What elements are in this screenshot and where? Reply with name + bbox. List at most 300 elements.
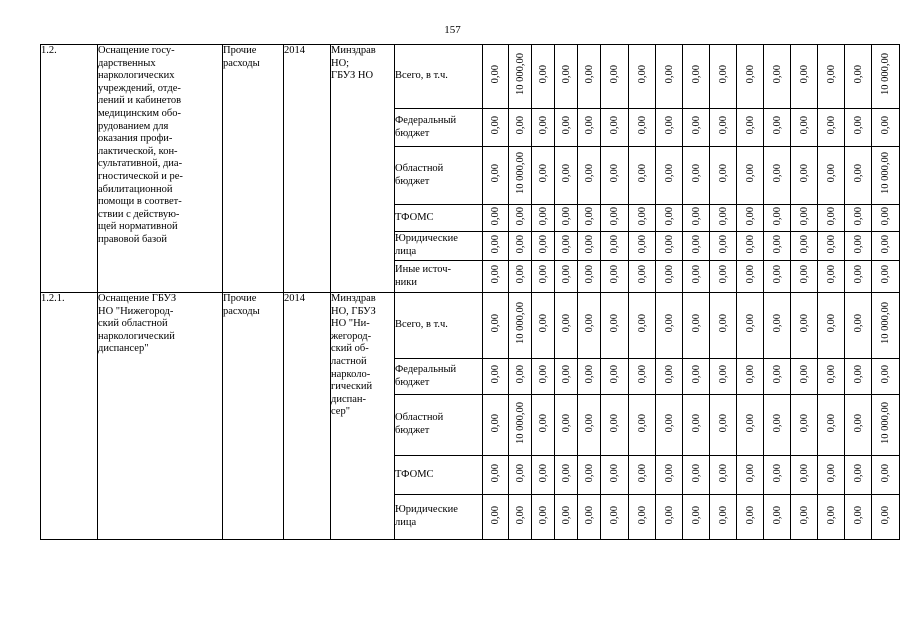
amount-cell — [683, 45, 710, 109]
amount-value: 0,00 — [880, 234, 891, 253]
amount-value: 0,00 — [798, 413, 810, 432]
amount-value: 0,00 — [852, 314, 864, 333]
amount-cell — [764, 45, 791, 109]
amount-cell — [764, 495, 791, 540]
amount-value: 0,00 — [560, 505, 572, 524]
amount-cell — [872, 232, 900, 261]
amount-value: 0,00 — [744, 365, 756, 384]
amount-value: 0,00 — [490, 314, 501, 333]
amount-value: 0,00 — [825, 365, 837, 384]
item-year: 2014 — [284, 293, 331, 540]
amount-value: 0,00 — [744, 505, 756, 524]
amount-cell — [845, 261, 872, 293]
amount-cell — [629, 293, 656, 359]
amount-value: 10 000,00 — [880, 302, 891, 345]
amount-cell — [578, 395, 601, 456]
amount-value: 0,00 — [663, 65, 675, 84]
amount-cell — [509, 45, 532, 109]
amount-cell — [532, 147, 555, 205]
amount-value: 0,00 — [490, 265, 501, 284]
amount-cell — [818, 359, 845, 395]
item-year: 2014 — [284, 45, 331, 293]
amount-cell — [509, 205, 532, 232]
amount-cell — [532, 109, 555, 147]
amount-cell — [578, 359, 601, 395]
amount-cell — [483, 232, 509, 261]
amount-cell — [710, 395, 737, 456]
amount-cell — [629, 232, 656, 261]
amount-value: 0,00 — [537, 65, 549, 84]
amount-cell — [509, 293, 532, 359]
amount-cell — [818, 45, 845, 109]
amount-cell — [532, 205, 555, 232]
amount-value: 0,00 — [609, 65, 620, 84]
amount-cell — [737, 232, 764, 261]
amount-cell — [710, 205, 737, 232]
amount-value: 0,00 — [583, 234, 595, 253]
amount-value: 0,00 — [490, 234, 501, 253]
amount-value: 0,00 — [663, 265, 675, 284]
amount-cell — [656, 232, 683, 261]
amount-value: 0,00 — [880, 505, 891, 524]
amount-cell — [872, 456, 900, 495]
amount-value: 0,00 — [663, 116, 675, 135]
expense-type: Прочие расходы — [223, 293, 284, 540]
amount-value: 0,00 — [490, 365, 501, 384]
amount-cell — [601, 205, 629, 232]
amount-value: 0,00 — [636, 164, 648, 183]
amount-cell — [578, 495, 601, 540]
amount-value: 0,00 — [825, 206, 837, 225]
amount-value: 0,00 — [514, 365, 526, 384]
amount-value: 0,00 — [560, 206, 572, 225]
amount-value: 0,00 — [609, 413, 620, 432]
amount-cell — [872, 395, 900, 456]
amount-value: 0,00 — [690, 234, 702, 253]
amount-value: 0,00 — [663, 206, 675, 225]
amount-cell — [532, 395, 555, 456]
amount-value: 0,00 — [744, 463, 756, 482]
amount-value: 0,00 — [798, 505, 810, 524]
amount-cell — [710, 232, 737, 261]
funding-source: Всего, в т.ч. — [395, 45, 483, 109]
amount-cell — [737, 293, 764, 359]
amount-cell — [509, 147, 532, 205]
item-executor: Минздрав НО, ГБУЗ НО "Ни- жегород- ский об- ластной нарколо- гический диспан- сер" — [331, 293, 395, 540]
amount-cell — [845, 45, 872, 109]
amount-cell — [509, 232, 532, 261]
amount-cell — [737, 205, 764, 232]
amount-cell — [764, 456, 791, 495]
amount-cell — [601, 45, 629, 109]
amount-value: 0,00 — [583, 505, 595, 524]
amount-cell — [764, 109, 791, 147]
amount-value: 0,00 — [537, 164, 549, 183]
amount-cell — [845, 395, 872, 456]
amount-value: 0,00 — [636, 206, 648, 225]
amount-value: 0,00 — [690, 206, 702, 225]
amount-cell — [872, 205, 900, 232]
amount-cell — [656, 45, 683, 109]
amount-value: 0,00 — [537, 206, 549, 225]
amount-value: 0,00 — [514, 505, 526, 524]
amount-value: 0,00 — [852, 413, 864, 432]
amount-cell — [601, 109, 629, 147]
amount-value: 0,00 — [798, 463, 810, 482]
amount-cell — [555, 205, 578, 232]
funding-source: Юридические лица — [395, 495, 483, 540]
amount-value: 0,00 — [690, 505, 702, 524]
amount-value: 0,00 — [537, 234, 549, 253]
amount-cell — [483, 359, 509, 395]
item-name: Оснащение ГБУЗ НО "Нижегород- ский областной наркологический диспансер" — [98, 293, 223, 540]
amount-value: 0,00 — [609, 505, 620, 524]
amount-value: 10 000,00 — [514, 401, 526, 444]
amount-cell — [601, 395, 629, 456]
amount-value: 0,00 — [744, 265, 756, 284]
amount-value: 0,00 — [663, 463, 675, 482]
amount-cell — [791, 45, 818, 109]
item-executor: Минздрав НО; ГБУЗ НО — [331, 45, 395, 293]
amount-cell — [509, 359, 532, 395]
amount-cell — [845, 205, 872, 232]
amount-value: 0,00 — [583, 365, 595, 384]
amount-value: 0,00 — [636, 234, 648, 253]
amount-cell — [683, 109, 710, 147]
amount-value: 0,00 — [744, 65, 756, 84]
amount-value: 0,00 — [771, 206, 783, 225]
amount-value: 0,00 — [771, 413, 783, 432]
amount-value: 0,00 — [771, 65, 783, 84]
amount-cell — [629, 395, 656, 456]
amount-value: 0,00 — [636, 505, 648, 524]
amount-cell — [710, 495, 737, 540]
amount-cell — [555, 495, 578, 540]
amount-cell — [509, 456, 532, 495]
amount-value: 0,00 — [609, 206, 620, 225]
amount-cell — [629, 147, 656, 205]
budget-table — [40, 44, 900, 540]
amount-value: 0,00 — [771, 116, 783, 135]
amount-cell — [764, 359, 791, 395]
amount-cell — [483, 147, 509, 205]
amount-cell — [656, 359, 683, 395]
amount-value: 0,00 — [717, 116, 729, 135]
amount-value: 0,00 — [825, 314, 837, 333]
amount-value: 0,00 — [690, 314, 702, 333]
amount-cell — [791, 205, 818, 232]
amount-cell — [791, 261, 818, 293]
amount-cell — [555, 359, 578, 395]
amount-cell — [532, 261, 555, 293]
funding-source: Областной бюджет — [395, 395, 483, 456]
amount-cell — [710, 359, 737, 395]
amount-value: 0,00 — [583, 164, 595, 183]
amount-cell — [845, 359, 872, 395]
amount-value: 0,00 — [880, 365, 891, 384]
amount-cell — [845, 109, 872, 147]
amount-cell — [872, 495, 900, 540]
amount-cell — [737, 147, 764, 205]
amount-cell — [578, 261, 601, 293]
amount-cell — [764, 395, 791, 456]
amount-cell — [656, 261, 683, 293]
funding-source: Иные источ- ники — [395, 261, 483, 293]
amount-value: 0,00 — [514, 265, 526, 284]
amount-value: 0,00 — [560, 164, 572, 183]
amount-value: 0,00 — [852, 65, 864, 84]
amount-value: 0,00 — [798, 265, 810, 284]
amount-cell — [791, 359, 818, 395]
amount-value: 0,00 — [798, 365, 810, 384]
amount-value: 0,00 — [744, 164, 756, 183]
amount-cell — [656, 205, 683, 232]
amount-cell — [578, 45, 601, 109]
amount-value: 0,00 — [717, 463, 729, 482]
amount-value: 0,00 — [771, 365, 783, 384]
amount-value: 0,00 — [690, 164, 702, 183]
amount-value: 0,00 — [537, 505, 549, 524]
amount-cell — [601, 232, 629, 261]
funding-source: Областной бюджет — [395, 147, 483, 205]
amount-cell — [845, 232, 872, 261]
amount-cell — [683, 293, 710, 359]
amount-value: 0,00 — [609, 116, 620, 135]
amount-value: 0,00 — [690, 463, 702, 482]
amount-cell — [683, 359, 710, 395]
amount-cell — [483, 456, 509, 495]
amount-value: 10 000,00 — [514, 152, 526, 195]
amount-cell — [872, 359, 900, 395]
amount-cell — [578, 147, 601, 205]
amount-cell — [656, 293, 683, 359]
amount-cell — [872, 45, 900, 109]
amount-value: 10 000,00 — [514, 53, 526, 96]
amount-value: 0,00 — [636, 314, 648, 333]
amount-cell — [578, 456, 601, 495]
amount-cell — [483, 45, 509, 109]
amount-value: 0,00 — [560, 314, 572, 333]
table-row — [41, 293, 900, 359]
amount-value: 0,00 — [852, 206, 864, 225]
amount-value: 0,00 — [514, 463, 526, 482]
amount-value: 10 000,00 — [880, 152, 891, 195]
amount-cell — [791, 495, 818, 540]
funding-source: Всего, в т.ч. — [395, 293, 483, 359]
amount-cell — [683, 232, 710, 261]
amount-value: 0,00 — [717, 164, 729, 183]
amount-cell — [509, 495, 532, 540]
amount-cell — [532, 495, 555, 540]
amount-value: 0,00 — [825, 505, 837, 524]
amount-value: 0,00 — [609, 234, 620, 253]
amount-cell — [710, 109, 737, 147]
amount-cell — [818, 261, 845, 293]
amount-cell — [629, 45, 656, 109]
amount-value: 0,00 — [825, 265, 837, 284]
amount-value: 0,00 — [663, 365, 675, 384]
amount-value: 0,00 — [771, 234, 783, 253]
amount-cell — [710, 456, 737, 495]
amount-value: 0,00 — [825, 413, 837, 432]
amount-value: 0,00 — [583, 463, 595, 482]
amount-cell — [683, 456, 710, 495]
amount-cell — [601, 293, 629, 359]
amount-cell — [532, 359, 555, 395]
amount-cell — [656, 147, 683, 205]
amount-cell — [532, 232, 555, 261]
amount-value: 0,00 — [717, 234, 729, 253]
amount-value: 0,00 — [852, 234, 864, 253]
amount-cell — [629, 359, 656, 395]
amount-value: 0,00 — [798, 65, 810, 84]
item-number: 1.2. — [41, 45, 98, 293]
amount-cell — [764, 261, 791, 293]
amount-value: 0,00 — [852, 505, 864, 524]
amount-value: 0,00 — [537, 116, 549, 135]
amount-cell — [656, 456, 683, 495]
amount-value: 0,00 — [717, 314, 729, 333]
amount-cell — [683, 147, 710, 205]
amount-cell — [710, 45, 737, 109]
amount-value: 0,00 — [798, 234, 810, 253]
amount-value: 0,00 — [771, 164, 783, 183]
amount-value: 0,00 — [880, 463, 891, 482]
amount-value: 0,00 — [560, 413, 572, 432]
amount-value: 0,00 — [663, 314, 675, 333]
amount-cell — [710, 147, 737, 205]
amount-value: 0,00 — [717, 206, 729, 225]
item-name: Оснащение госу- дарственных наркологических учреждений, отде- лений и кабинетов медицинским обо- рудованием для оказания профи- лактической, кон- сультативной, диа- гностической и ре- абилитационной помощи в соответ- ствии с действую- щей нормативной правовой базой — [98, 45, 223, 293]
amount-cell — [578, 109, 601, 147]
amount-value: 0,00 — [609, 463, 620, 482]
amount-value: 0,00 — [560, 265, 572, 284]
amount-value: 0,00 — [537, 413, 549, 432]
amount-cell — [555, 261, 578, 293]
funding-source: ТФОМС — [395, 205, 483, 232]
amount-cell — [601, 261, 629, 293]
amount-value: 0,00 — [514, 206, 526, 225]
amount-cell — [629, 495, 656, 540]
amount-value: 0,00 — [825, 463, 837, 482]
amount-cell — [601, 456, 629, 495]
amount-value: 0,00 — [690, 413, 702, 432]
amount-cell — [483, 395, 509, 456]
amount-value: 0,00 — [852, 463, 864, 482]
amount-cell — [818, 205, 845, 232]
amount-cell — [601, 147, 629, 205]
amount-cell — [845, 293, 872, 359]
amount-value: 0,00 — [744, 116, 756, 135]
amount-cell — [555, 395, 578, 456]
amount-value: 0,00 — [825, 164, 837, 183]
amount-cell — [555, 147, 578, 205]
amount-cell — [532, 293, 555, 359]
amount-cell — [555, 109, 578, 147]
page-number: 157 — [444, 24, 461, 36]
amount-value: 10 000,00 — [880, 53, 891, 96]
amount-cell — [791, 293, 818, 359]
amount-cell — [555, 456, 578, 495]
amount-value: 0,00 — [690, 365, 702, 384]
amount-value: 0,00 — [690, 116, 702, 135]
amount-cell — [555, 293, 578, 359]
amount-value: 0,00 — [583, 116, 595, 135]
amount-value: 0,00 — [771, 265, 783, 284]
amount-cell — [818, 456, 845, 495]
budget-table-body — [41, 45, 900, 540]
amount-value: 0,00 — [744, 206, 756, 225]
amount-value: 0,00 — [663, 505, 675, 524]
amount-cell — [578, 205, 601, 232]
funding-source: Юридические лица — [395, 232, 483, 261]
amount-cell — [629, 261, 656, 293]
amount-value: 0,00 — [490, 413, 501, 432]
amount-value: 0,00 — [636, 65, 648, 84]
amount-value: 0,00 — [609, 265, 620, 284]
amount-cell — [683, 205, 710, 232]
amount-value: 0,00 — [852, 265, 864, 284]
amount-cell — [683, 495, 710, 540]
amount-cell — [845, 495, 872, 540]
amount-cell — [764, 232, 791, 261]
amount-value: 0,00 — [636, 116, 648, 135]
amount-cell — [483, 495, 509, 540]
amount-cell — [791, 232, 818, 261]
amount-cell — [578, 232, 601, 261]
amount-value: 0,00 — [690, 265, 702, 284]
amount-cell — [818, 109, 845, 147]
amount-cell — [764, 147, 791, 205]
amount-cell — [683, 261, 710, 293]
amount-cell — [710, 293, 737, 359]
amount-value: 10 000,00 — [514, 302, 526, 345]
amount-value: 0,00 — [744, 413, 756, 432]
amount-value: 10 000,00 — [880, 401, 891, 444]
amount-cell — [764, 205, 791, 232]
amount-value: 0,00 — [825, 116, 837, 135]
amount-value: 0,00 — [880, 116, 891, 135]
amount-cell — [509, 261, 532, 293]
amount-value: 0,00 — [560, 116, 572, 135]
amount-cell — [656, 395, 683, 456]
amount-cell — [710, 261, 737, 293]
amount-cell — [818, 395, 845, 456]
amount-value: 0,00 — [609, 164, 620, 183]
amount-value: 0,00 — [798, 116, 810, 135]
amount-value: 0,00 — [798, 314, 810, 333]
amount-cell — [791, 395, 818, 456]
amount-cell — [656, 109, 683, 147]
amount-value: 0,00 — [490, 463, 501, 482]
amount-value: 0,00 — [636, 463, 648, 482]
amount-cell — [629, 456, 656, 495]
amount-value: 0,00 — [825, 65, 837, 84]
amount-cell — [791, 109, 818, 147]
amount-value: 0,00 — [771, 463, 783, 482]
amount-cell — [483, 293, 509, 359]
amount-cell — [872, 293, 900, 359]
amount-cell — [872, 147, 900, 205]
amount-cell — [872, 109, 900, 147]
amount-value: 0,00 — [717, 365, 729, 384]
amount-value: 0,00 — [537, 463, 549, 482]
amount-cell — [737, 359, 764, 395]
amount-cell — [483, 205, 509, 232]
amount-value: 0,00 — [717, 413, 729, 432]
amount-value: 0,00 — [852, 116, 864, 135]
amount-value: 0,00 — [690, 65, 702, 84]
